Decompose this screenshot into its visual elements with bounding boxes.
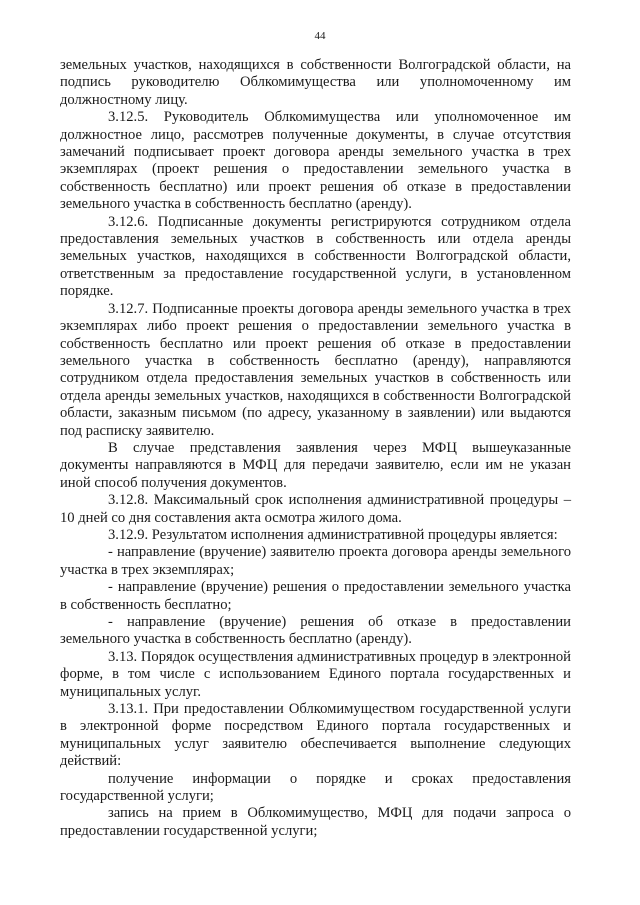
paragraph-3-12-5: 3.12.5. Руководитель Облкомимущества или уполномоченное им должностное лицо, рассмотрев полученные документы, в случае отсутствия замечаний подписывает проект договора аренды земельного участка в трех экземплярах (проект решения о предоставлении земельного участка в собственность бесплатно) или проект решения об отказе в предоставлении земельного участка в собственность бесплатно (аренду).	[60, 109, 571, 213]
paragraph-3-12-7: 3.12.7. Подписанные проекты договора аренды земельного участка в трех экземплярах либо проект решения о предоставлении земельного участка в собственность бесплатно или проект решения об отказе в предоставлении земельного участка в собственность бесплатно (аренду), направляются сотрудником отдела предоставления земельных участков в собственность или отдела аренды земельных участков, находящихся в собственности Волгоградской области, заказным письмом (по адресу, указанному в заявлении) или выдаются под расписку заявителю.	[60, 300, 571, 439]
paragraph-3-12-6: 3.12.6. Подписанные документы регистрируются сотрудником отдела предоставления земельных участков в собственность или отдела аренды земельных участков, находящихся в собственности Волгоградской области, ответственным за предоставление государственной услуги, в установленном порядке.	[60, 213, 571, 300]
paragraph-continuation: земельных участков, находящихся в собственности Волгоградской области, на подпись руководителю Облкомимущества или уполномоченному им должностному лицу.	[60, 57, 571, 108]
paragraph-3-13: 3.13. Порядок осуществления административных процедур в электронной форме, в том числе с использованием Единого портала государственных и муниципальных услуг.	[60, 648, 571, 700]
list-item-lease-draft: - направление (вручение) заявителю проекта договора аренды земельного участка в трех экземплярах;	[60, 544, 571, 578]
list-item-info: получение информации о порядке и сроках предоставления государственной услуги;	[60, 770, 571, 805]
list-item-refusal-decision: - направление (вручение) решения об отказе в предоставлении земельного участка в собственность бесплатно (аренду).	[60, 614, 571, 648]
paragraph-3-13-1: 3.13.1. При предоставлении Облкомимуществом государственной услуги в электронной форме посредством Единого портала государственных и муниципальных услуг заявителю обеспечивается выполнение следующих действий:	[60, 701, 571, 770]
paragraph-3-12-9: 3.12.9. Результатом исполнения административной процедуры является:	[108, 526, 558, 543]
paragraph-3-12-8: 3.12.8. Максимальный срок исполнения административной процедуры – 10 дней со дня составления акта осмотра жилого дома.	[60, 492, 571, 526]
paragraph-mfc-case: В случае представления заявления через МФЦ вышеуказанные документы направляются в МФЦ для передачи заявителю, если им не указан иной способ получения документов.	[60, 439, 571, 491]
page-number: 44	[314, 30, 326, 42]
list-item-grant-decision: - направление (вручение) решения о предоставлении земельного участка в собственность бесплатно;	[60, 579, 571, 613]
document-body	[60, 57, 571, 840]
list-item-appointment: запись на прием в Облкомимущество, МФЦ для подачи запроса о предоставлении государственной услуги;	[60, 805, 571, 839]
